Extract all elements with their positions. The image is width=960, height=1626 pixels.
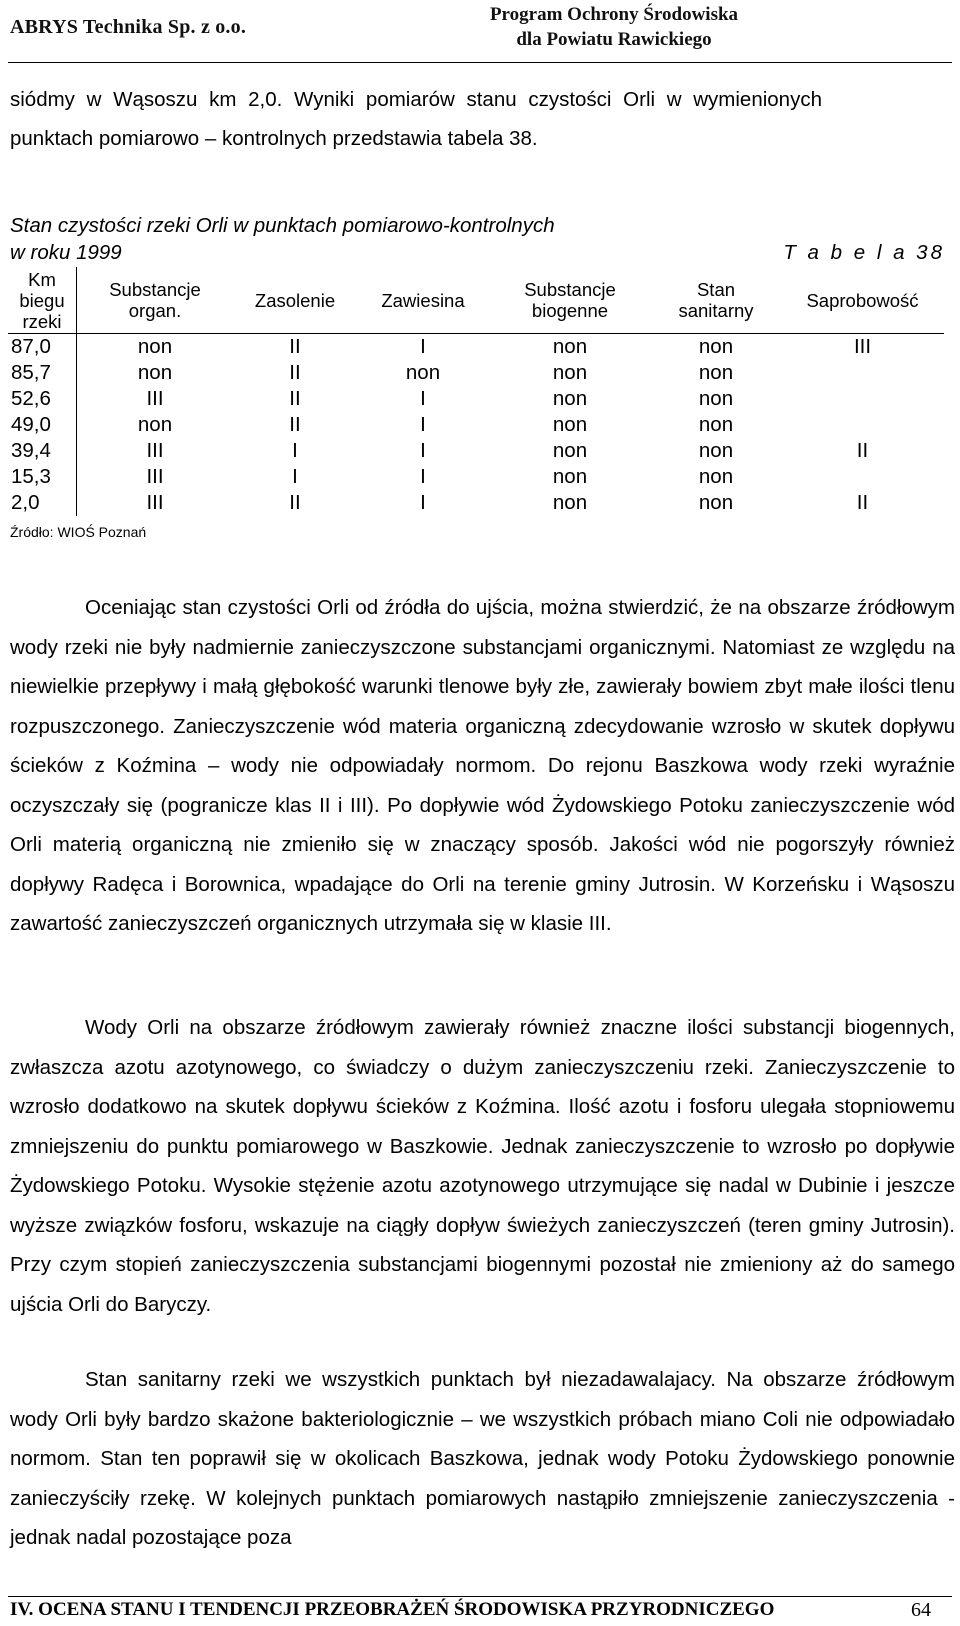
table-row: 85,7 non II non non non <box>8 360 944 386</box>
table-source-note: Źródło: WIOŚ Poznań <box>10 524 147 540</box>
table-row: 52,6 III II I non non <box>8 386 944 412</box>
paragraph-2: Wody Orli na obszarze źródłowym zawierały również znaczne ilości substancji biogennych, zwłaszcza azotu azotynowego, co świadczy o dużym zanieczyszczeniu rzeki. Zanieczyszczenie to wzrosło dodatkowo na skutek dopływu ścieków z Koźmina. Ilość azotu i fosforu ulegała stopniowemu zmniejszeniu do punktu pomiarowego w Baszkowie. Jednak zanieczyszczenie to wzrosło po dopływie Żydowskiego Potoku. Wysokie stężenie azotu azotynowego utrzymujące się nadal w Dubinie i jeszcze wyższe związków fosforu, wskazuje na ciągły dopływ świeżych zanieczyszczeń (teren gminy Jutrosin). Przy czym stopień zanieczyszczenia substancjami biogennymi pozostał nie zmieniony aż do samego ujścia Orli do Baryczy. <box>10 1016 955 1316</box>
program-title <box>464 2 764 52</box>
table-row: 39,4 III I I non non II <box>8 438 944 464</box>
table-row: 2,0 III II I non non II <box>8 490 944 516</box>
paragraph-3: Stan sanitarny rzeki we wszystkich punktach był niezadawalajacy. Na obszarze źródłowym wody Orli były bardzo skażone bakteriologicznie – we wszystkich próbach miano Coli nie odpowiadało normom. Stan ten poprawił się w okolicach Baszkowa, jednak wody Potoku Żydowskiego ponownie zanieczyściły rzekę. W kolejnych punktach pomiarowych nastąpiło zmniejszenie zanieczyszczenia - jednak nadal pozostające poza <box>10 1368 955 1549</box>
header-zasolenie: Zasolenie <box>233 267 357 334</box>
header-substancje-organ: Substancje organ. <box>77 267 234 334</box>
header-saprobowosc: Saprobowość <box>781 267 944 334</box>
footer-divider <box>8 1596 952 1597</box>
company-name: ABRYS Technika Sp. z o.o. <box>10 16 247 38</box>
table-row: 49,0 non II I non non <box>8 412 944 438</box>
table-caption-line1: Stan czystości rzeki Orli w punktach pomiarowo-kontrolnych <box>10 214 555 237</box>
table-row: 87,0 non II I non non III <box>8 334 944 361</box>
intro-line-1: siódmy w Wąsoszu km 2,0. Wyniki pomiarów stanu czystości Orli w wymienionych <box>10 88 822 111</box>
water-quality-table <box>8 267 944 516</box>
header-km: Km biegu rzeki <box>8 267 77 334</box>
chapter-title: IV. OCENA STANU I TENDENCJI PRZEOBRAŻEŃ ŚRODOWISKA PRZYRODNICZEGO <box>10 1599 775 1620</box>
table-header-row <box>8 267 944 334</box>
header-zawiesina: Zawiesina <box>357 267 489 334</box>
paragraph-1: Oceniając stan czystości Orli od źródła do ujścia, można stwierdzić, że na obszarze źródłowym wody rzeki nie były nadmiernie zanieczyszczone substancjami organicznymi. Natomiast ze względu na niewielkie przepływy i małą głębokość warunki tlenowe były złe, zawierały bowiem zbyt małe ilości tlenu rozpuszczonego. Zanieczyszczenie wód materia organiczną zdecydowanie wzrosło w skutek dopływu ścieków z Koźmina – wody nie odpowiadały normom. Do rejonu Baszkowa wody rzeki wyraźnie oczyszczały się (pogranicze klas II i III). Po dopływie wód Żydowskiego Potoku zanieczyszczenie wód Orli materią organiczną nie zmieniło się w znaczący sposób. Jakości wód nie pogorszyły również dopływy Radęca i Borownica, wpadające do Orli na terenie gminy Jutrosin. W Korzeńsku i Wąsoszu zawartość zanieczyszczeń organicznych utrzymała się w klasie III. <box>10 596 955 935</box>
table-caption-line2: w roku 1999 <box>10 241 122 264</box>
program-title-line2: dla Powiatu Rawickiego <box>516 29 712 50</box>
program-title-line1: Program Ochrony Środowiska <box>489 4 739 25</box>
page-number: 64 <box>911 1599 931 1621</box>
table-number: T a b e l a 38 <box>783 241 945 264</box>
table-row: 15,3 III I I non non <box>8 464 944 490</box>
table-caption <box>10 212 945 266</box>
header-divider <box>8 62 952 63</box>
page-footer <box>10 1599 955 1621</box>
intro-line-2: punktach pomiarowo – kontrolnych przedstawia tabela 38. <box>10 127 538 150</box>
header-stan-sanitarny: Stan sanitarny <box>651 267 781 334</box>
page-header <box>0 0 960 62</box>
header-substancje-biogenne: Substancje biogenne <box>489 267 651 334</box>
